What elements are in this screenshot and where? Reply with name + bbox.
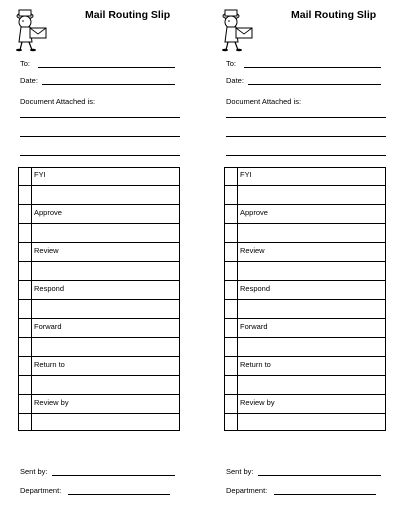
document-line-2[interactable] (20, 136, 180, 137)
row-divider (225, 413, 385, 414)
routing-action-table (224, 167, 386, 431)
sent-by-label: Sent by: (20, 467, 48, 476)
action-review-by[interactable]: Review by (240, 398, 275, 407)
row-divider (19, 280, 179, 281)
routing-slip-right (206, 0, 396, 506)
row-divider (225, 318, 385, 319)
action-respond[interactable]: Respond (34, 284, 65, 293)
action-respond[interactable]: Respond (240, 284, 271, 293)
action-forward[interactable]: Forward (34, 322, 62, 331)
action-forward[interactable]: Forward (240, 322, 268, 331)
document-line-3[interactable] (226, 155, 386, 156)
row-divider (19, 356, 179, 357)
row-divider (19, 223, 179, 224)
row-divider (19, 242, 179, 243)
row-divider (19, 299, 179, 300)
routing-slip-left (0, 0, 190, 506)
sent-by-field[interactable] (52, 475, 175, 476)
routing-action-table (18, 167, 180, 431)
slip-title: Mail Routing Slip (85, 9, 171, 21)
department-label: Department: (20, 486, 62, 495)
row-divider (225, 394, 385, 395)
slip-title: Mail Routing Slip (291, 9, 377, 21)
row-divider (225, 242, 385, 243)
date-label: Date: (226, 76, 244, 85)
action-review[interactable]: Review (34, 246, 59, 255)
row-divider (225, 204, 385, 205)
department-field[interactable] (274, 494, 376, 495)
row-divider (225, 375, 385, 376)
row-divider (225, 185, 385, 186)
date-label: Date: (20, 76, 38, 85)
action-return-to[interactable]: Return to (240, 360, 271, 369)
action-approve[interactable]: Approve (240, 208, 268, 217)
mail-carrier-icon (10, 6, 56, 52)
to-label: To: (226, 59, 237, 68)
row-divider (19, 185, 179, 186)
row-divider (19, 318, 179, 319)
department-label: Department: (226, 486, 268, 495)
to-field[interactable] (244, 67, 381, 68)
document-line-3[interactable] (20, 155, 180, 156)
row-divider (225, 299, 385, 300)
to-field[interactable] (38, 67, 175, 68)
document-label: Document Attached is: (226, 97, 302, 106)
row-divider (225, 337, 385, 338)
row-divider (19, 375, 179, 376)
row-divider (19, 204, 179, 205)
row-divider (225, 356, 385, 357)
row-divider (225, 223, 385, 224)
action-fyi[interactable]: FYI (34, 170, 46, 179)
row-divider (19, 394, 179, 395)
document-label: Document Attached is: (20, 97, 96, 106)
row-divider (225, 280, 385, 281)
mail-carrier-icon (216, 6, 262, 52)
date-field[interactable] (248, 84, 381, 85)
action-approve[interactable]: Approve (34, 208, 62, 217)
sent-by-label: Sent by: (226, 467, 254, 476)
action-review[interactable]: Review (240, 246, 265, 255)
row-divider (19, 337, 179, 338)
row-divider (19, 413, 179, 414)
action-review-by[interactable]: Review by (34, 398, 69, 407)
document-line-1[interactable] (226, 117, 386, 118)
to-label: To: (20, 59, 31, 68)
document-line-1[interactable] (20, 117, 180, 118)
row-divider (225, 261, 385, 262)
department-field[interactable] (68, 494, 170, 495)
action-return-to[interactable]: Return to (34, 360, 65, 369)
action-fyi[interactable]: FYI (240, 170, 252, 179)
document-line-2[interactable] (226, 136, 386, 137)
sent-by-field[interactable] (258, 475, 381, 476)
row-divider (19, 261, 179, 262)
date-field[interactable] (42, 84, 175, 85)
